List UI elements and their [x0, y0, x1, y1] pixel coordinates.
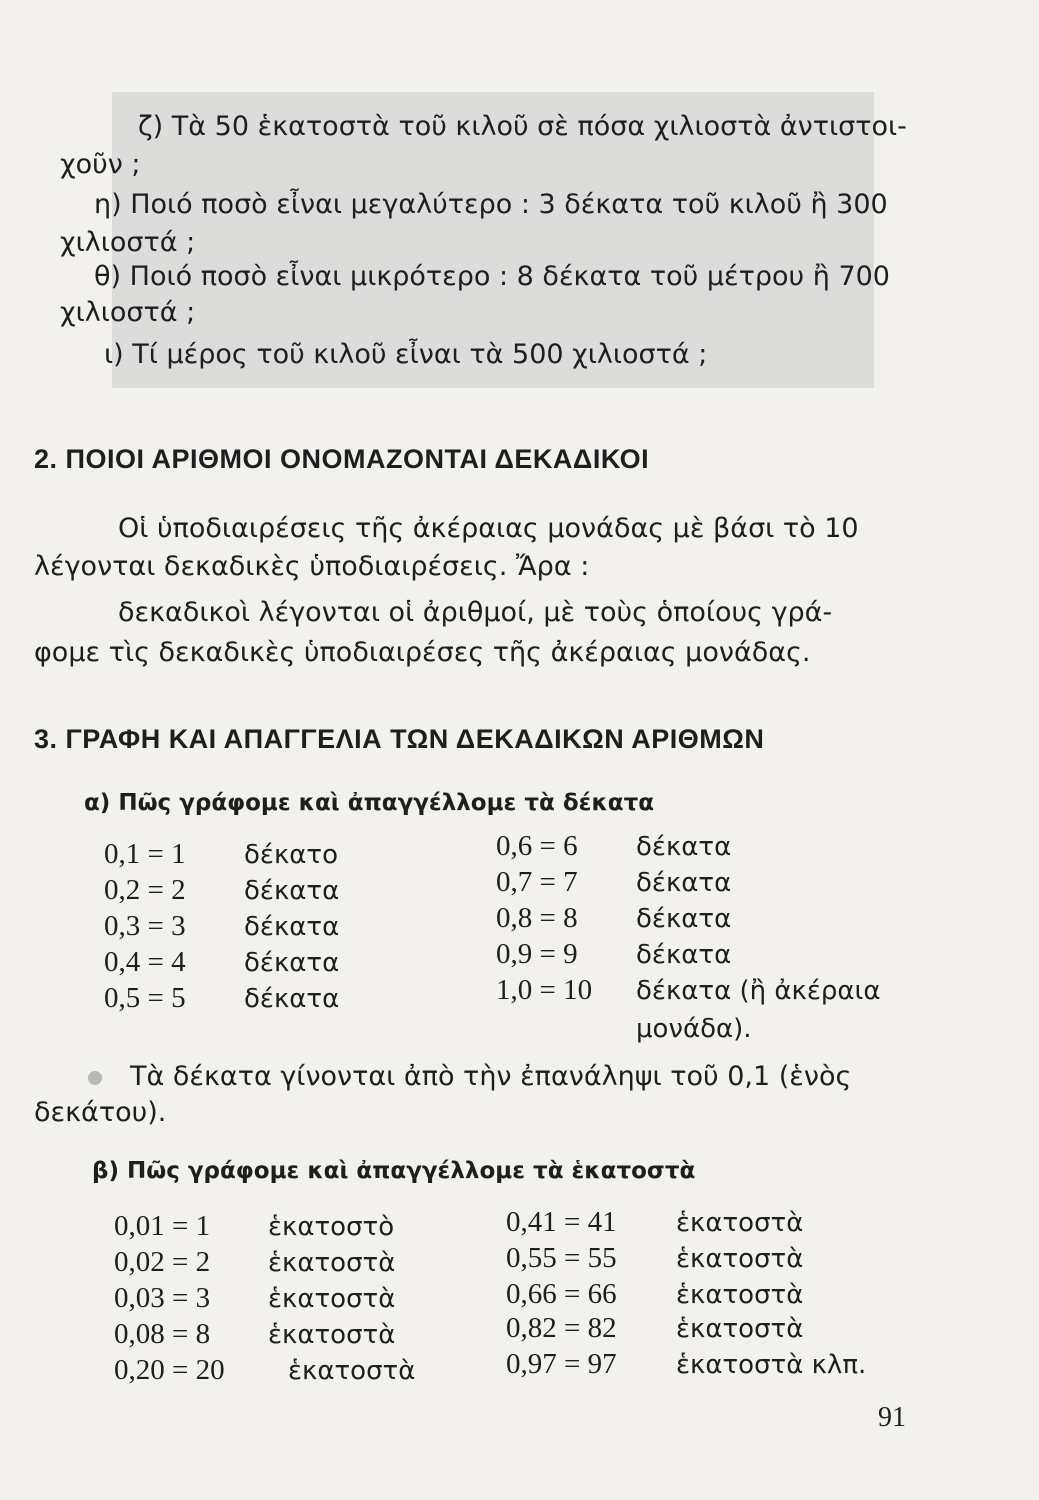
page-number: 91: [878, 1402, 906, 1433]
section-2-text-line4: φομε τὶς δεκαδικὲς ὑποδιαιρέσες τῆς ἀκέραιας μονάδας.: [34, 637, 811, 668]
tenths-right-word: δέκατα (ἢ ἀκέραια: [636, 976, 881, 1006]
tenths-left-word: δέκατο: [244, 840, 338, 870]
hundredths-left-word: ἑκατοστὰ: [288, 1356, 416, 1386]
tenths-right-word: δέκατα: [636, 868, 732, 898]
question-th-line1: θ) Ποιό ποσὸ εἶναι μικρότερο : 8 δέκατα τοῦ μέτρου ἢ 700: [94, 261, 890, 292]
hundredths-right-word: ἑκατοστὰ κλπ.: [676, 1350, 867, 1380]
tenths-right-word: δέκατα: [636, 832, 732, 862]
hundredths-right-word: ἑκατοστὰ: [676, 1314, 804, 1344]
hundredths-right-num: 0,41 = 41: [506, 1206, 617, 1238]
tenths-right-word: δέκατα: [636, 904, 732, 934]
note-line1: Τὰ δέκατα γίνονται ἀπὸ τὴν ἐπανάληψι τοῦ 0,1 (ἑνὸς: [130, 1061, 852, 1092]
hundredths-left-word: ἑκατοστὰ: [268, 1320, 396, 1350]
section-2-text-line3: δεκαδικοὶ λέγονται οἱ ἀριθμοί, μὲ τοὺς ὁποίους γρά-: [118, 597, 833, 628]
tenths-left-num: 0,5 = 5: [104, 982, 186, 1014]
question-i: ι) Τί μέρος τοῦ κιλοῦ εἶναι τὰ 500 χιλιοστά ;: [104, 339, 708, 370]
hundredths-left-word: ἑκατοστὰ: [268, 1284, 396, 1314]
question-h-line2: χιλιοστά ;: [60, 227, 196, 258]
hundredths-right-num: 0,82 = 82: [506, 1312, 617, 1344]
hundredths-right-num: 0,97 = 97: [506, 1348, 617, 1380]
question-z-line1: ζ) Τὰ 50 ἑκατοστὰ τοῦ κιλοῦ σὲ πόσα χιλιοστὰ ἀντιστοι-: [138, 111, 907, 142]
section-2-text-line1: Οἱ ὑποδιαιρέσεις τῆς ἀκέραιας μονάδας μὲ βάσι τὸ 10: [118, 513, 859, 544]
question-th-line2: χιλιοστά ;: [60, 297, 196, 328]
hundredths-left-word: ἑκατοστὰ: [268, 1248, 396, 1278]
tenths-right-num: 0,6 = 6: [496, 830, 578, 862]
bullet-icon: [88, 1071, 102, 1085]
hundredths-right-word: ἑκατοστὰ: [676, 1280, 804, 1310]
hundredths-right-word: ἑκατοστὰ: [676, 1244, 804, 1274]
tenths-right-num: 0,8 = 8: [496, 902, 578, 934]
hundredths-left-num: 0,01 = 1: [114, 1210, 211, 1242]
tenths-left-word: δέκατα: [244, 948, 340, 978]
tenths-left-word: δέκατα: [244, 984, 340, 1014]
hundredths-right-num: 0,66 = 66: [506, 1278, 617, 1310]
tenths-left-word: δέκατα: [244, 912, 340, 942]
section-2-text-line2: λέγονται δεκαδικὲς ὑποδιαιρέσεις. Ἄρα :: [34, 551, 590, 582]
note-line2: δεκάτου).: [34, 1097, 167, 1128]
hundredths-right-word: ἑκατοστὰ: [676, 1208, 804, 1238]
tenths-left-num: 0,1 = 1: [104, 838, 186, 870]
tenths-left-num: 0,2 = 2: [104, 874, 186, 906]
tenths-right-num: 0,9 = 9: [496, 938, 578, 970]
section-3-heading: 3. ΓΡΑΦΗ ΚΑΙ ΑΠΑΓΓΕΛΙΑ ΤΩΝ ΔΕΚΑΔΙΚΩΝ ΑΡΙΘΜΩΝ: [34, 724, 765, 754]
subsection-a-heading: α) Πῶς γράφομε καὶ ἀπαγγέλλομε τὰ δέκατα: [84, 790, 655, 816]
tenths-right-continuation: μονάδα).: [636, 1014, 752, 1044]
hundredths-left-num: 0,02 = 2: [114, 1246, 211, 1278]
section-2-heading: 2. ΠΟΙΟΙ ΑΡΙΘΜΟΙ ΟΝΟΜΑΖΟΝΤΑΙ ΔΕΚΑΔΙΚΟΙ: [34, 444, 650, 474]
hundredths-right-num: 0,55 = 55: [506, 1242, 617, 1274]
hundredths-left-num: 0,08 = 8: [114, 1318, 211, 1350]
tenths-right-num: 1,0 = 10: [496, 974, 593, 1006]
hundredths-left-num: 0,20 = 20: [114, 1354, 225, 1386]
tenths-right-num: 0,7 = 7: [496, 866, 578, 898]
subsection-b-heading: β) Πῶς γράφομε καὶ ἀπαγγέλλομε τὰ ἑκατοστὰ: [92, 1158, 696, 1184]
tenths-left-num: 0,4 = 4: [104, 946, 186, 978]
hundredths-left-num: 0,03 = 3: [114, 1282, 211, 1314]
hundredths-left-word: ἑκατοστὸ: [268, 1212, 395, 1242]
tenths-right-word: δέκατα: [636, 940, 732, 970]
question-z-line2: χοῦν ;: [60, 149, 141, 180]
question-h-line1: η) Ποιό ποσὸ εἶναι μεγαλύτερο : 3 δέκατα τοῦ κιλοῦ ἢ 300: [94, 189, 888, 220]
tenths-left-word: δέκατα: [244, 876, 340, 906]
tenths-left-num: 0,3 = 3: [104, 910, 186, 942]
